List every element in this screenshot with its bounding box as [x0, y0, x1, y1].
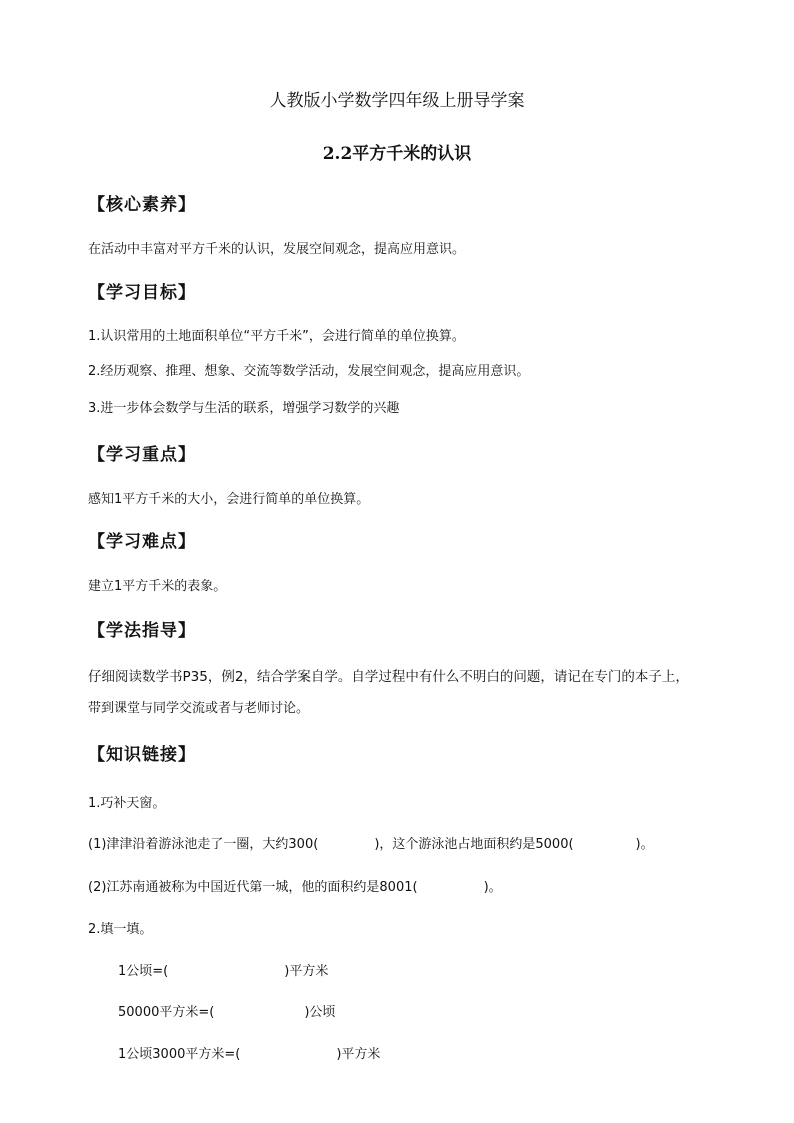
question-1a-suffix: )。	[635, 837, 654, 852]
question-2-row-3-prefix: 1公顷3000平方米=(	[118, 1047, 241, 1062]
method-text-line-1: 仔细阅读数学书P35，例2，结合学案自学。自学过程中有什么不明白的问题，请记在专门的本子上，	[88, 669, 689, 685]
question-1b-prefix: (2)江苏南通被称为中国近代第一城，他的面积约是8001(	[88, 880, 418, 895]
question-2-row-2	[118, 1001, 738, 1020]
question-2-row-3	[118, 1043, 738, 1062]
goal-item-2: 2.经历观察、推理、想象、交流等数学活动，发展空间观念，提高应用意识。	[88, 364, 530, 379]
question-2-row-3-suffix: )平方米	[336, 1047, 381, 1062]
goal-item-3: 3.进一步体会数学与生活的联系，增强学习数学的兴趣	[88, 401, 400, 416]
section-heading-difficult: 【学习难点】	[88, 532, 196, 552]
section-heading-core: 【核心素养】	[88, 195, 196, 215]
question-2-row-1-suffix: )平方米	[284, 964, 329, 979]
question-1b-suffix: )。	[483, 880, 502, 895]
question-1-title: 1.巧补天窗。	[88, 796, 166, 811]
question-2-row-2-prefix: 50000平方米=(	[118, 1005, 215, 1020]
section-heading-method: 【学法指导】	[88, 621, 196, 641]
question-2-title: 2.填一填。	[88, 922, 153, 937]
difficult-text: 建立1平方千米的表象。	[88, 579, 227, 594]
section-heading-goals: 【学习目标】	[88, 283, 196, 303]
goal-item-1: 1.认识常用的土地面积单位“平方千米”，会进行简单的单位换算。	[88, 329, 465, 344]
question-2-row-2-suffix: )公顷	[304, 1005, 336, 1020]
method-text-line-2: 带到课堂与同学交流或者与老师讨论。	[88, 701, 310, 716]
document-title: 人教版小学数学四年级上册导学案	[269, 91, 525, 111]
section-heading-links: 【知识链接】	[88, 745, 196, 765]
section-heading-key: 【学习重点】	[88, 445, 196, 465]
lesson-title: 2.2平方千米的认识	[322, 144, 472, 164]
question-2-row-1-prefix: 1公顷=(	[118, 964, 169, 979]
question-2-row-1	[118, 960, 738, 979]
key-text: 感知1平方千米的大小，会进行简单的单位换算。	[88, 492, 370, 507]
core-text: 在活动中丰富对平方千米的认识，发展空间观念，提高应用意识。	[88, 242, 466, 257]
question-1b	[88, 876, 708, 895]
question-1a-prefix: (1)津津沿着游泳池走了一圈，大约300(	[88, 837, 319, 852]
question-1a	[88, 833, 708, 852]
question-1a-middle: )，这个游泳池占地面积约是5000(	[374, 837, 574, 852]
